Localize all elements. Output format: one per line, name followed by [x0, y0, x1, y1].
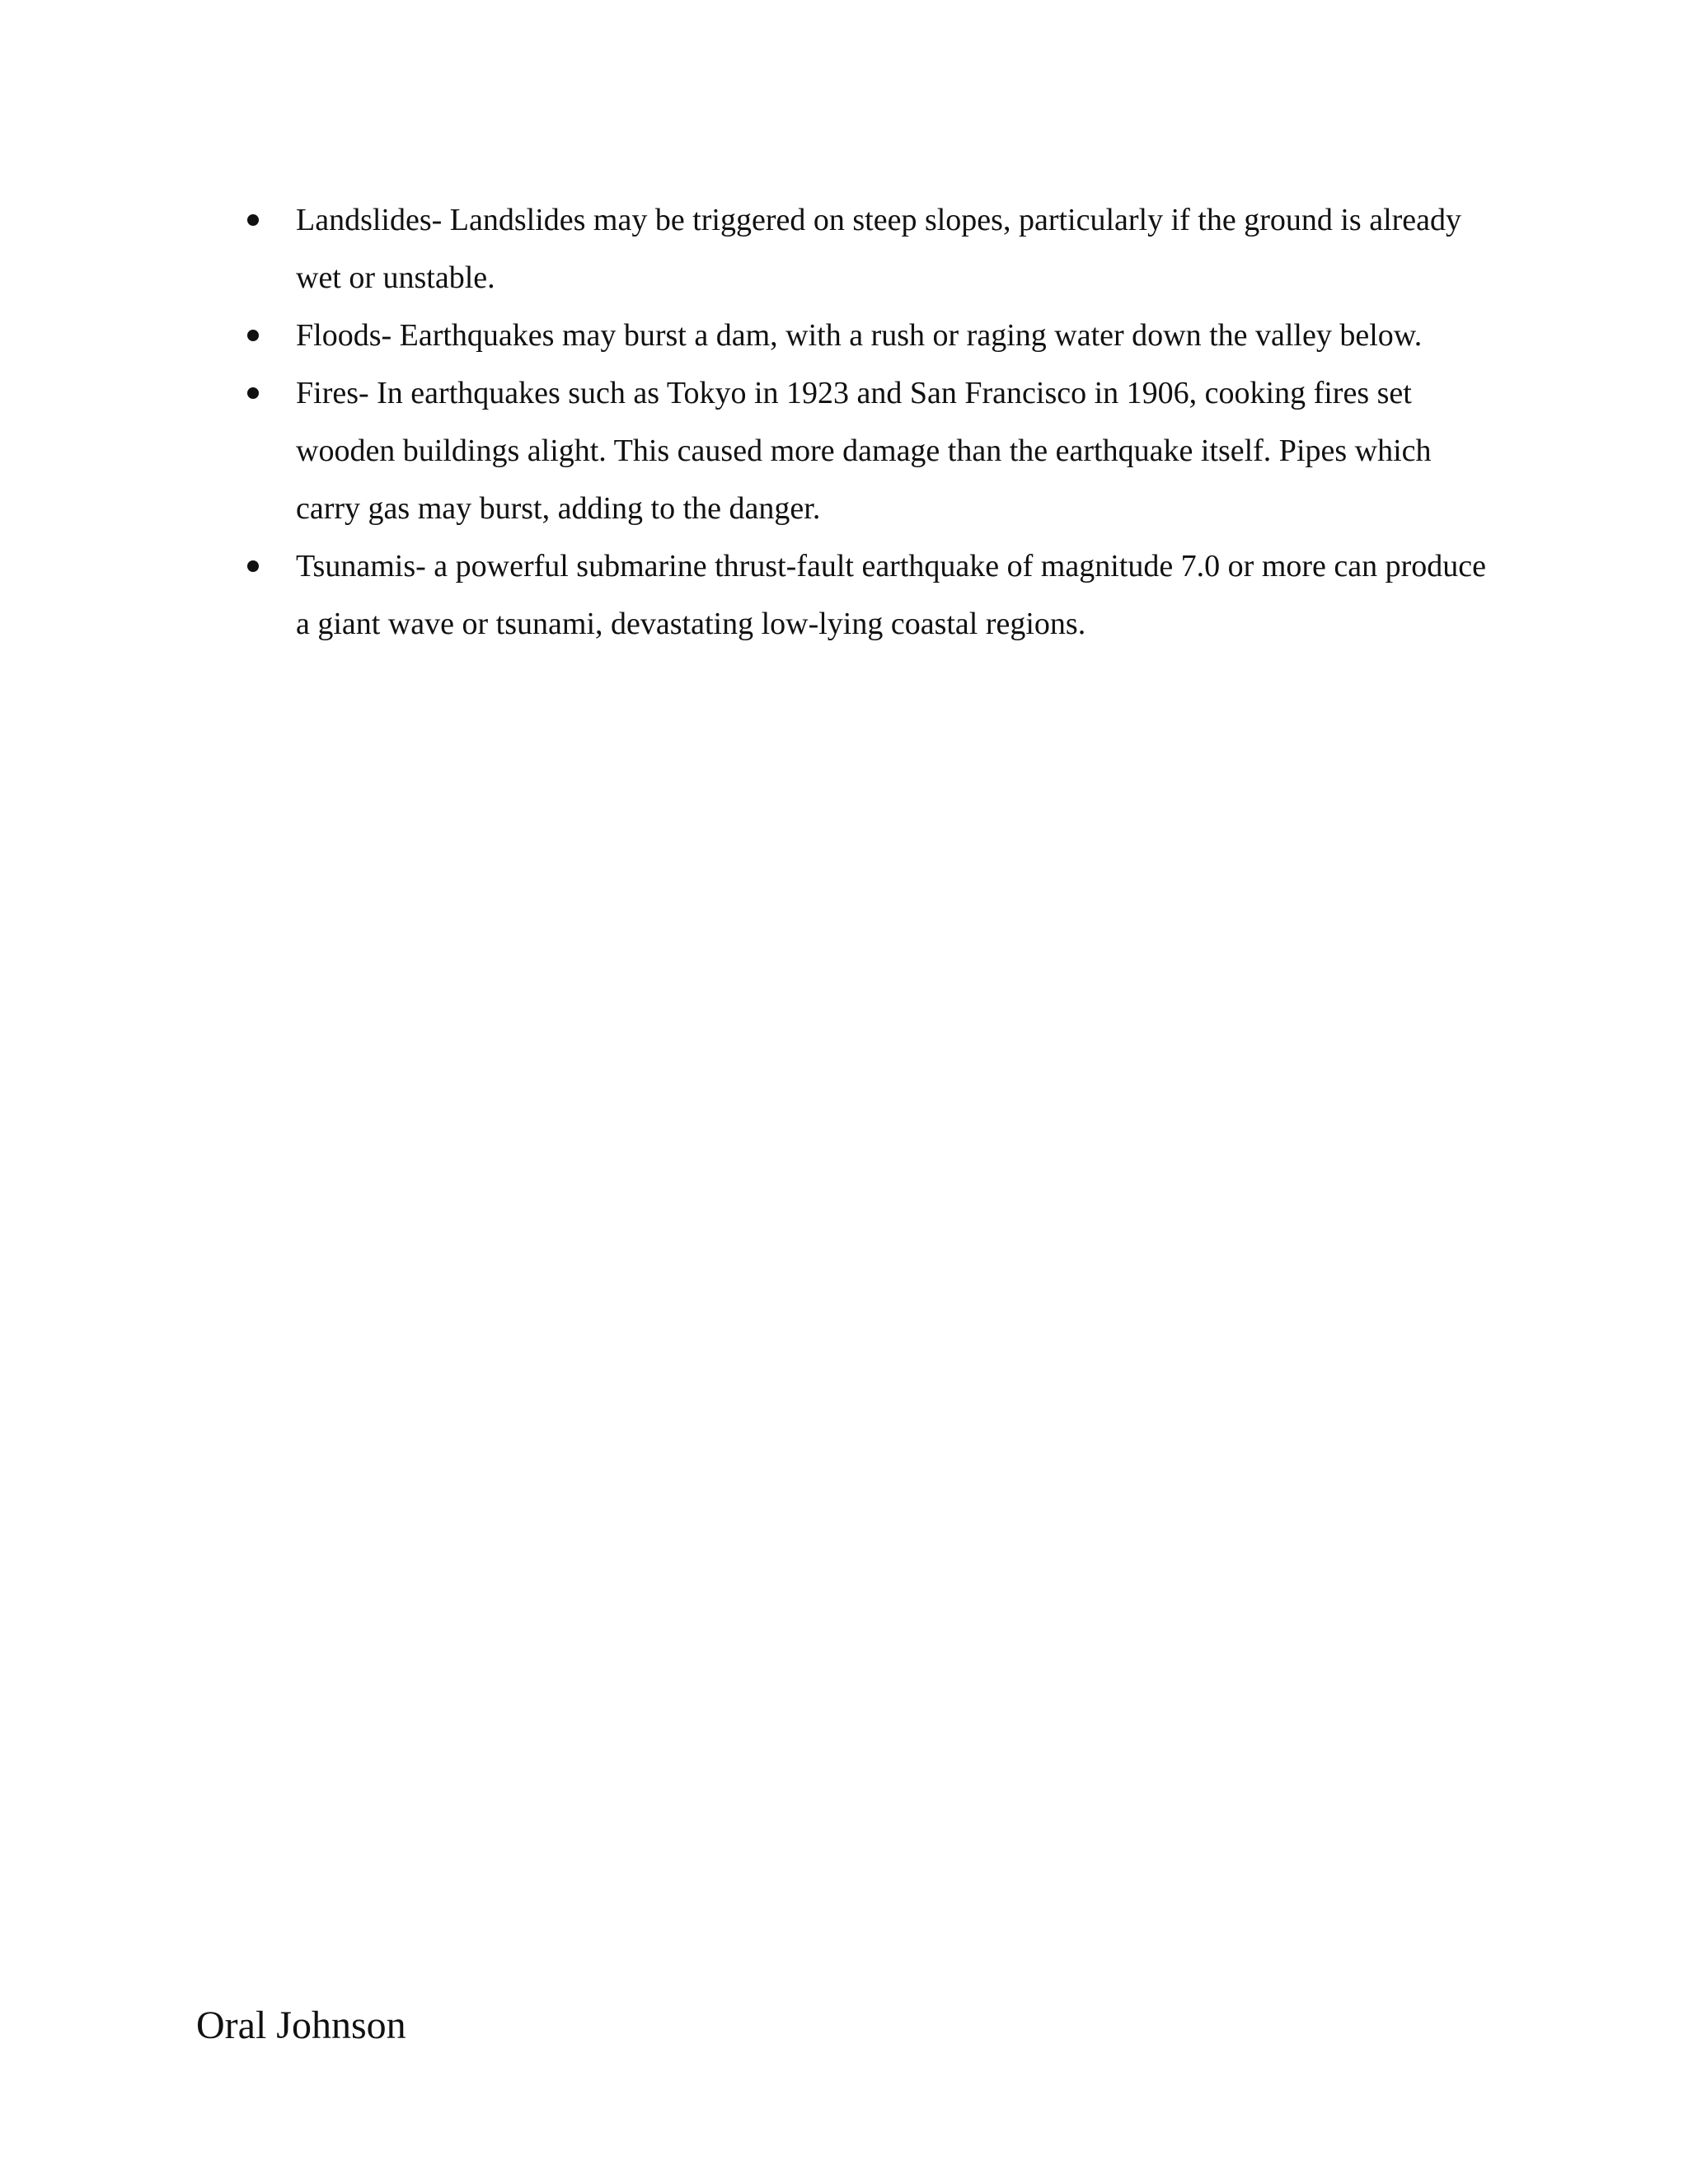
list-item-floods	[239, 307, 1492, 364]
list-item-text: Fires- In earthquakes such as Tokyo in 1923 and San Francisco in 1906, cooking fires set wooden buildings alight. This caused more damage than the earthquake itself. Pipes which carry gas may burst, adding to the danger.	[296, 376, 1432, 526]
list-item-text: Floods- Earthquakes may burst a dam, with a rush or raging water down the valley below.	[296, 318, 1423, 353]
bullet-icon	[247, 560, 259, 572]
bullet-icon	[247, 330, 259, 341]
list-item-landslides	[239, 191, 1492, 307]
list-item-fires	[239, 364, 1492, 537]
bullet-icon	[247, 214, 259, 226]
author-name: Oral Johnson	[196, 2004, 406, 2047]
bullet-list	[239, 191, 1492, 653]
list-item-text: Tsunamis- a powerful submarine thrust-fault earthquake of magnitude 7.0 or more can produce a giant wave or tsunami, devastating low-lying coastal regions.	[296, 549, 1487, 641]
list-item-text: Landslides- Landslides may be triggered on steep slopes, particularly if the ground is already wet or unstable.	[296, 203, 1462, 295]
bullet-icon	[247, 387, 259, 399]
list-item-tsunamis	[239, 537, 1492, 653]
